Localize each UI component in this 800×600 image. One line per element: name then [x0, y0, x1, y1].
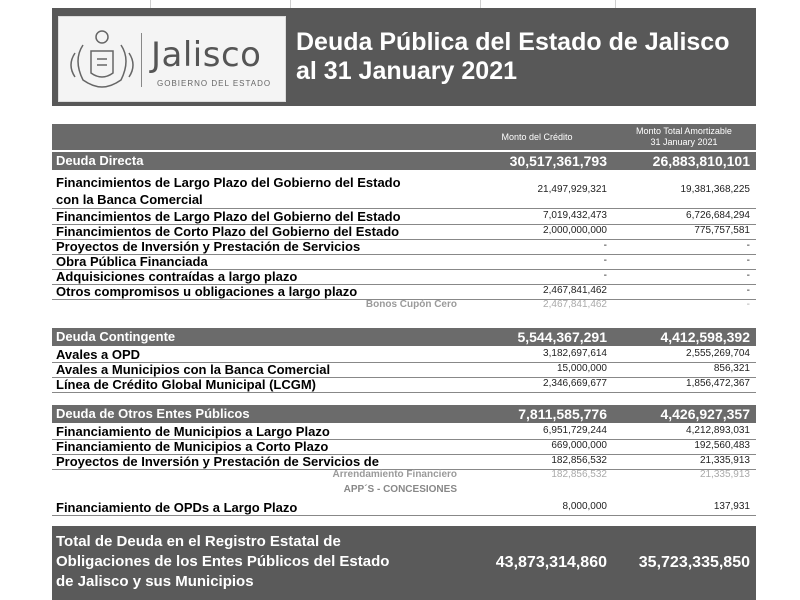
row-credit: 2,467,841,462 [543, 285, 607, 296]
section-credit: 7,811,585,776 [518, 406, 607, 422]
row-label: Otros compromisos u obligaciones a largo plazo [56, 284, 358, 299]
row-label: Obra Pública Financiada [56, 254, 208, 269]
grid-divider [150, 0, 151, 8]
column-header-band [52, 124, 756, 150]
section-amortizable: 26,883,810,101 [652, 153, 750, 169]
total-row [52, 526, 756, 600]
row-label: Avales a Municipios con la Banca Comercial [56, 362, 331, 377]
row-amortizable: 2,555,269,704 [686, 348, 750, 359]
subrow-credit: 2,467,841,462 [543, 299, 607, 310]
subrow-credit: 182,856,532 [551, 469, 607, 480]
row-amortizable: 6,726,684,294 [686, 210, 750, 221]
section-amortizable: 4,426,927,357 [660, 406, 750, 422]
total-amortizable: 35,723,335,850 [638, 554, 750, 571]
total-label-line1: Total de Deuda en el Registro Estatal de [56, 533, 341, 550]
subrow-label: Bonos Cupón Cero [365, 299, 457, 310]
row-amortizable: 137,931 [713, 501, 750, 512]
table-row [52, 269, 756, 284]
total-label [56, 532, 436, 592]
row-label: Financiamiento de Municipios a Largo Plazo [56, 424, 330, 439]
row-credit: 2,346,669,677 [543, 378, 607, 389]
logo-divider [141, 33, 142, 87]
row-amortizable: - [746, 240, 750, 251]
report-header [52, 8, 756, 106]
row-label: Línea de Crédito Global Municipal (LCGM) [56, 377, 317, 392]
section-label: Deuda Directa [56, 153, 144, 168]
row-amortizable: - [746, 255, 750, 266]
row-label [56, 174, 401, 208]
section-credit: 5,544,367,291 [517, 329, 607, 345]
table-row [52, 224, 756, 239]
table-row [52, 500, 756, 515]
subrow-label: Arrendamiento Financiero [332, 469, 457, 480]
table-row [52, 239, 756, 254]
total-label-line3: de Jalisco y sus Municipios [56, 573, 254, 590]
row-amortizable: 21,335,913 [699, 455, 750, 466]
row-credit: 6,951,729,244 [543, 425, 607, 436]
row-divider [52, 515, 756, 516]
col-credit-header: Monto del Crédito [501, 132, 573, 142]
title-line-1: Deuda Pública del Estado de Jalisco [296, 28, 730, 56]
section-amortizable: 4,412,598,392 [660, 329, 750, 345]
row-credit: 182,856,532 [551, 455, 607, 466]
section-deuda-otros-entes [52, 405, 756, 423]
row-amortizable: 19,381,368,225 [680, 184, 750, 195]
row-credit: 21,497,929,321 [537, 184, 607, 195]
row-credit: - [603, 270, 607, 281]
row-credit: 3,182,697,614 [543, 348, 607, 359]
logo-subtitle: GOBIERNO DEL ESTADO [157, 79, 272, 88]
section-label: Deuda Contingente [56, 329, 176, 344]
row-credit: 15,000,000 [556, 363, 607, 374]
row-label: Proyectos de Inversión y Prestación de Servicios de [56, 454, 379, 469]
coat-of-arms-icon [63, 25, 141, 95]
row-label: Financimientos de Largo Plazo del Gobierno del Estado [56, 209, 401, 224]
total-credit: 43,873,314,860 [495, 554, 607, 571]
table-row [52, 377, 756, 392]
section-deuda-directa [52, 152, 756, 170]
grid-divider [480, 0, 481, 8]
table-row [52, 284, 756, 299]
title-line-2: al 31 January 2021 [296, 57, 517, 85]
row-credit: 7,019,432,473 [543, 210, 607, 221]
table-subrow [52, 299, 756, 313]
col-amortizable-header [612, 126, 756, 148]
page-title [296, 28, 729, 86]
row-amortizable: 775,757,581 [694, 225, 750, 236]
row-amortizable: - [746, 285, 750, 296]
row-divider [52, 392, 756, 393]
row-credit: 669,000,000 [551, 440, 607, 451]
row-label-line2: con la Banca Comercial [56, 192, 203, 207]
section-credit: 30,517,361,793 [509, 153, 607, 169]
row-label: Proyectos de Inversión y Prestación de Servicios [56, 239, 361, 254]
row-label: Adquisiciones contraídas a largo plazo [56, 269, 298, 284]
total-label-line2: Obligaciones de los Entes Públicos del Estado [56, 553, 390, 570]
debt-report [52, 8, 756, 600]
row-label: Financimientos de Corto Plazo del Gobierno del Estado [56, 224, 400, 239]
table-row [52, 254, 756, 269]
section-label: Deuda de Otros Entes Públicos [56, 406, 250, 421]
row-amortizable: 1,856,472,367 [686, 378, 750, 389]
table-row [52, 439, 756, 454]
app-concesiones-label: APP´S - CONCESIONES [343, 484, 457, 495]
table-subrow [52, 469, 756, 483]
row-credit: 2,000,000,000 [543, 225, 607, 236]
subrow-amortizable: 21,335,913 [699, 469, 750, 480]
row-credit: - [603, 255, 607, 266]
row-amortizable: 856,321 [713, 363, 750, 374]
table-row [52, 454, 756, 469]
table-row [52, 209, 756, 224]
section-deuda-contingente [52, 328, 756, 346]
row-label: Financiamiento de OPDs a Largo Plazo [56, 500, 298, 515]
row-amortizable: 4,212,893,031 [686, 425, 750, 436]
subrow-amortizable: - [746, 299, 750, 310]
table-row [52, 424, 756, 439]
row-credit: 8,000,000 [562, 501, 607, 512]
row-amortizable: - [746, 270, 750, 281]
row-label: Financiamiento de Municipios a Corto Plazo [56, 439, 329, 454]
jalisco-logo [58, 16, 286, 102]
row-amortizable: 192,560,483 [694, 440, 750, 451]
row-label-line1: Financimientos de Largo Plazo del Gobierno del Estado [56, 175, 401, 190]
grid-divider [615, 0, 616, 8]
logo-wordmark: Jalisco [151, 35, 262, 75]
row-credit: - [603, 240, 607, 251]
col-amortizable-line2: 31 January 2021 [650, 137, 718, 147]
grid-divider [290, 0, 291, 8]
col-amortizable-line1: Monto Total Amortizable [636, 126, 732, 136]
table-row [52, 174, 756, 208]
table-row [52, 362, 756, 377]
table-row [52, 347, 756, 362]
row-label: Avales a OPD [56, 347, 141, 362]
